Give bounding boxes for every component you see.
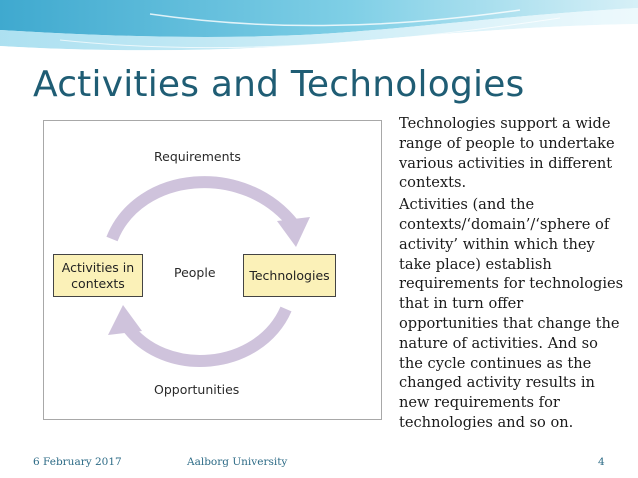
slide-title: Activities and Technologies: [33, 64, 525, 105]
people-label: People: [174, 265, 216, 280]
requirements-label: Requirements: [154, 149, 241, 164]
requirements-arrow: [112, 182, 294, 239]
technologies-box: [243, 254, 336, 297]
requirements-arrowhead: [277, 217, 310, 247]
opportunities-label: Opportunities: [154, 382, 240, 397]
activities-in-contexts-label: Activities in contexts: [61, 259, 135, 291]
header-banner: [0, 0, 638, 70]
activities-in-contexts-box: [53, 254, 143, 297]
body-paragraph: Technologies support a wide range of people to undertake various activities in different contexts.: [399, 115, 615, 192]
footer-organization: Aalborg University: [187, 456, 288, 468]
technologies-label: Technologies: [249, 267, 330, 283]
body-paragraph: Activities (and the contexts/‘domain’/‘sphere of activity’ within which they take place) establish requirements for technologies that in turn offer opportunities that change the nature of activities. And so the cycle continues as the changed activity results in new requirements for technologies and so on.: [399, 196, 624, 431]
page-number: 4: [598, 456, 605, 468]
body-text: [399, 114, 624, 433]
footer-date: 6 February 2017: [33, 456, 122, 468]
opportunities-arrow: [126, 309, 286, 361]
opportunities-arrowhead: [108, 305, 142, 335]
activities-technologies-diagram: [43, 120, 382, 420]
